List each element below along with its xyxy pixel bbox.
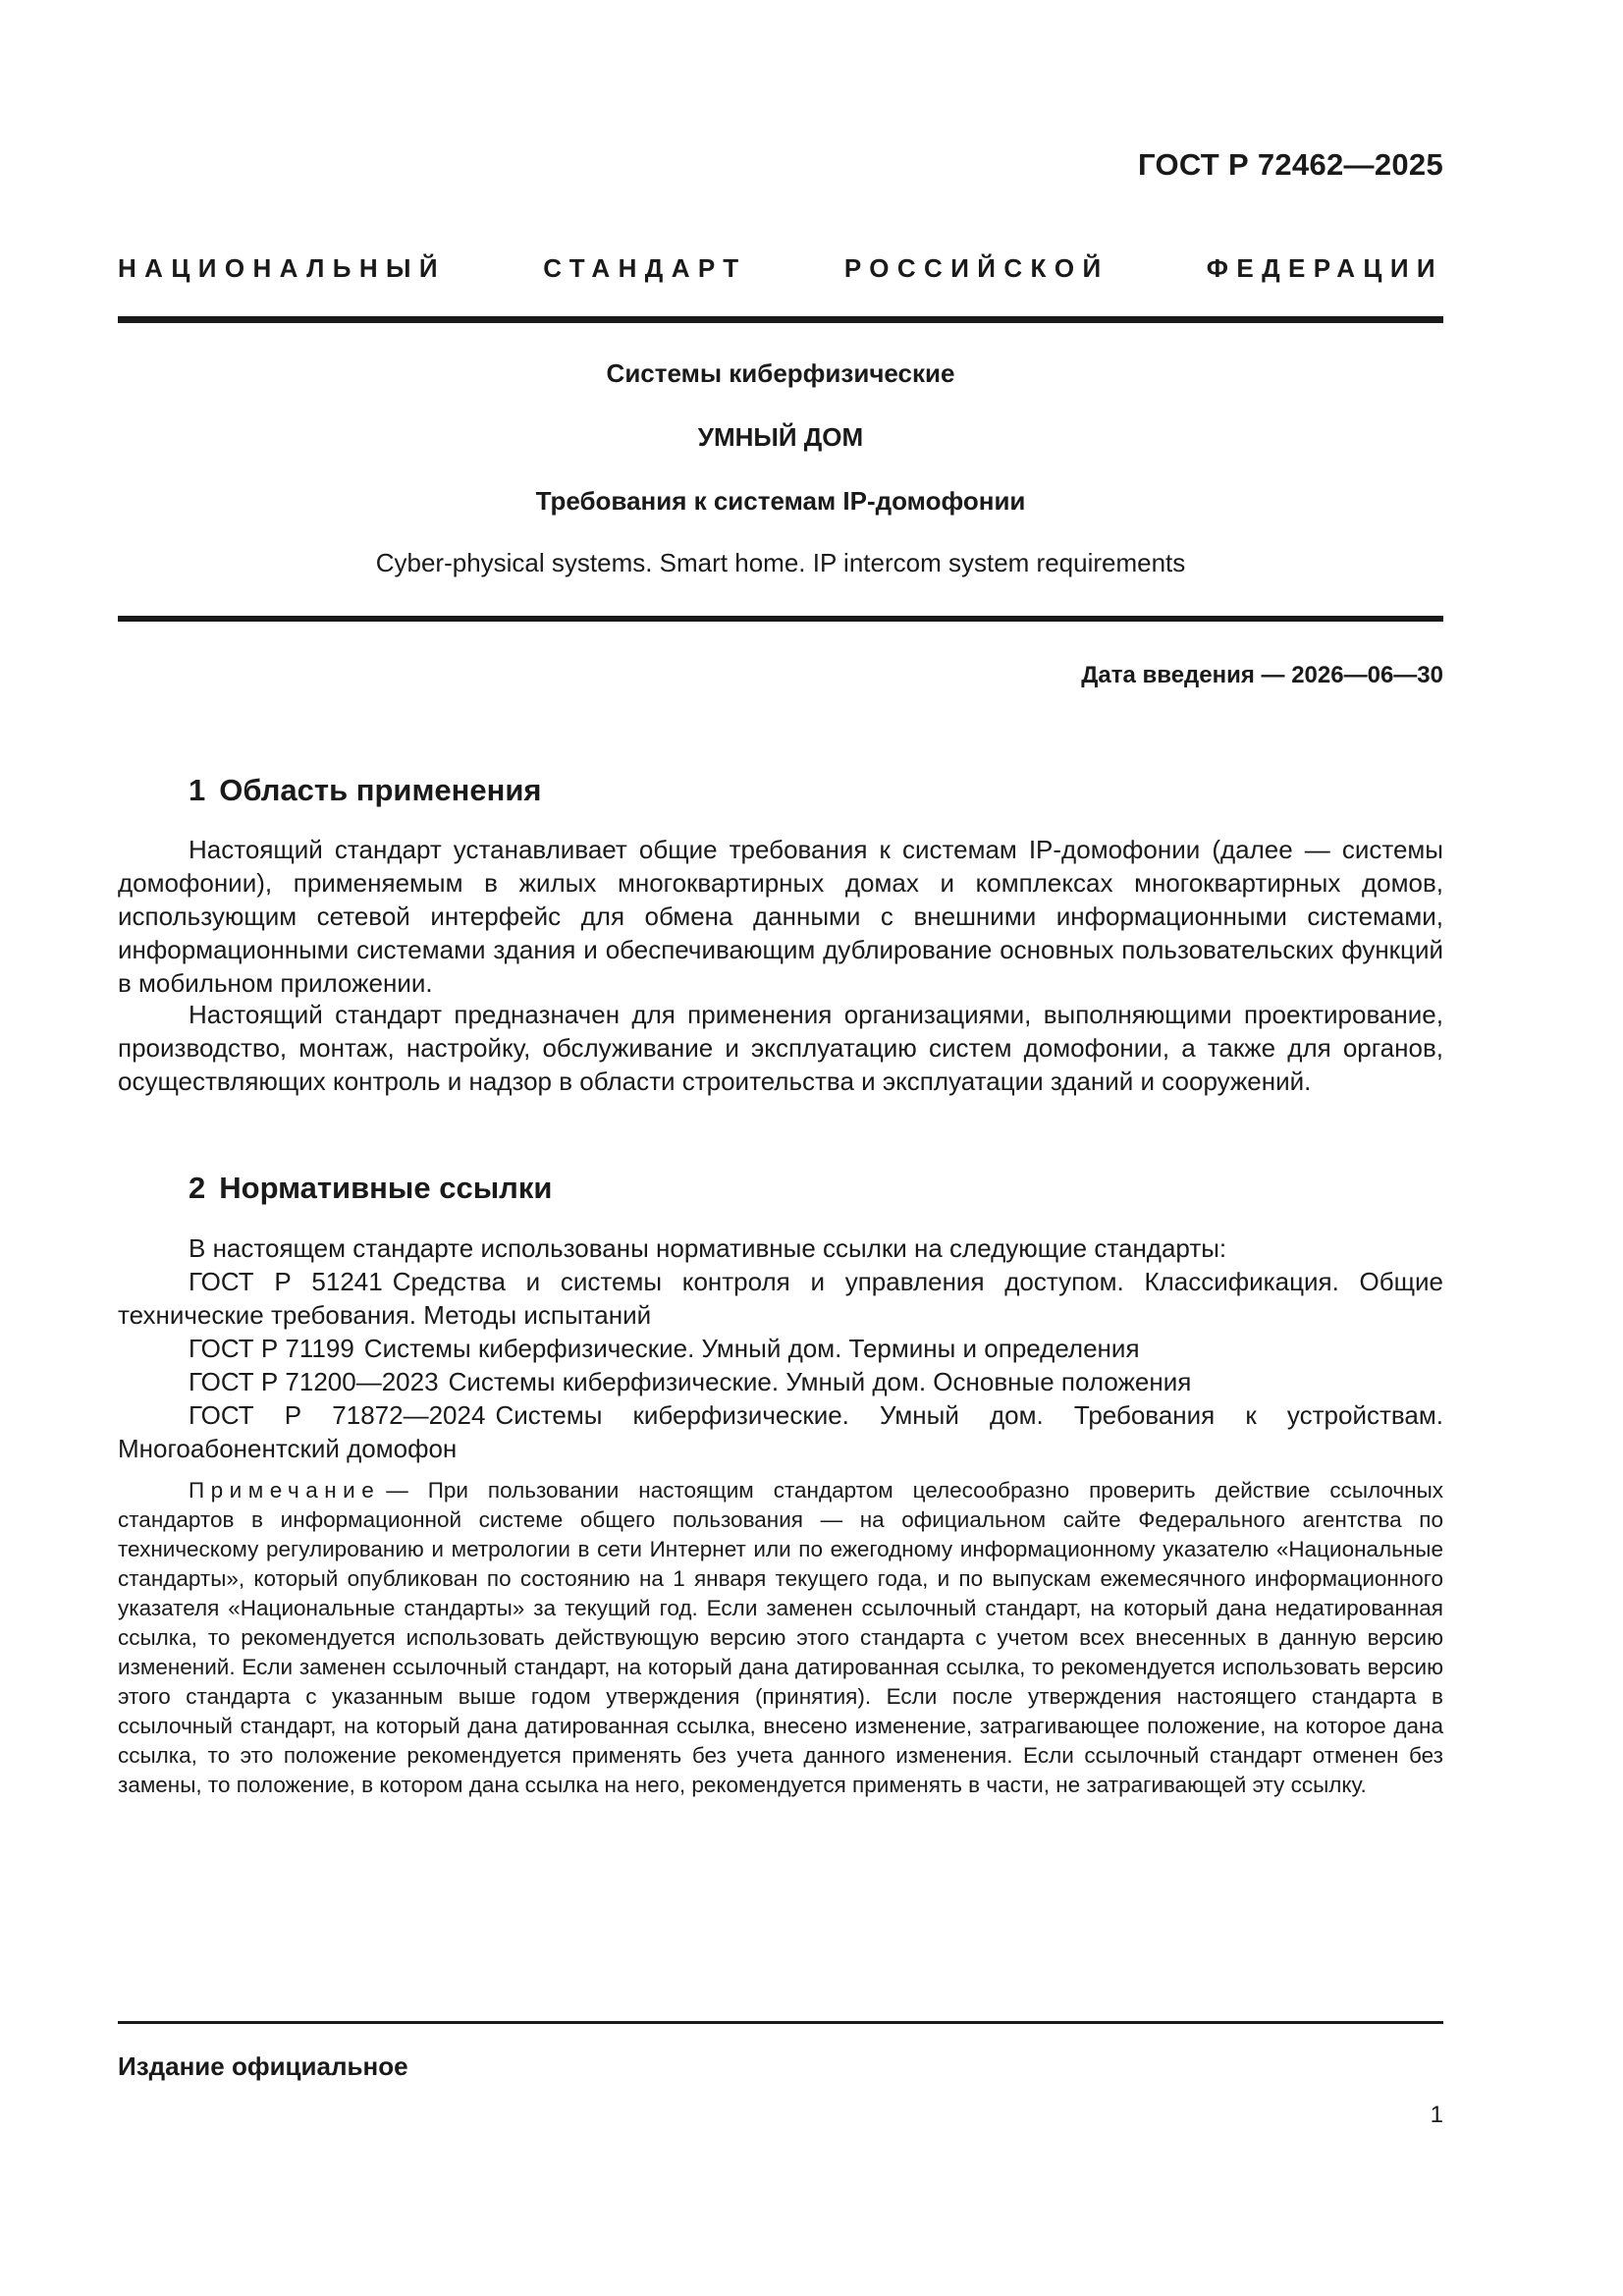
reference-code: ГОСТ Р 51241	[189, 1267, 383, 1296]
normative-reference	[118, 1265, 1443, 1332]
official-edition-label: Издание официальное	[118, 2051, 408, 2081]
normative-reference	[118, 1332, 1443, 1365]
footer-rule	[118, 2021, 1443, 2024]
reference-title: Системы киберфизические. Умный дом. Требования к устройствам. Многоабонентский домофон	[118, 1400, 1443, 1463]
section-2-number: 2	[189, 1171, 206, 1205]
section-1-paragraph-2: Настоящий стандарт предназначен для применения организациями, выполняющими проектирование, производство, монтаж, настройку, обслуживание и эксплуатацию систем домофонии, а также для органов, осуществляющих контроль и надзор в области строительства и эксплуатации зданий и сооружений.	[118, 1000, 1443, 1096]
document-code: ГОСТ Р 72462—2025	[1138, 147, 1443, 182]
reference-note	[118, 1476, 1443, 1800]
section-1-title: Область применения	[219, 773, 542, 807]
normative-reference	[118, 1398, 1443, 1465]
note-label: Примечание	[189, 1478, 381, 1503]
section-1-number: 1	[189, 773, 206, 807]
national-standard-banner: НАЦИОНАЛЬНЫЙ СТАНДАРТ РОССИЙСКОЙ ФЕДЕРАЦИИ	[118, 253, 1443, 283]
reference-title: Системы киберфизические. Умный дом. Термины и определения	[363, 1334, 1140, 1363]
title-line-1: Системы киберфизические	[606, 358, 955, 388]
page-number: 1	[1430, 2102, 1443, 2128]
section-1-heading	[189, 773, 542, 808]
title-line-2: УМНЫЙ ДОМ	[697, 422, 864, 452]
reference-code: ГОСТ Р 71872—2024	[189, 1400, 486, 1430]
reference-code: ГОСТ Р 71199	[189, 1334, 354, 1363]
normative-reference	[118, 1365, 1443, 1398]
section-2-heading	[189, 1171, 552, 1206]
reference-title: Системы киберфизические. Умный дом. Основные положения	[448, 1367, 1192, 1396]
section-2-title: Нормативные ссылки	[219, 1171, 553, 1205]
title-line-3: Требования к системам IP-домофонии	[535, 486, 1026, 516]
reference-title: Средства и системы контроля и управления доступом. Классификация. Общие технические требования. Методы испытаний	[118, 1267, 1444, 1330]
title-rule	[118, 616, 1443, 622]
section-2-intro: В настоящем стандарте использованы нормативные ссылки на следующие стандарты:	[189, 1233, 1227, 1263]
reference-code: ГОСТ Р 71200—2023	[189, 1367, 439, 1396]
effective-date: Дата введения — 2026—06—30	[1081, 662, 1443, 688]
header-rule	[118, 316, 1443, 323]
note-text: — При пользовании настоящим стандартом целесообразно проверить действие ссылочных стандартов в информационной системе общего пользования — на официальном сайте Федерального агентства по техническому регулированию и метрологии в сети Интернет или по ежегодному информационному указателю «Национальные стандарты», который опубликован по состоянию на 1 января текущего года, и по выпускам ежемесячного информационного указателя «Национальные стандарты» за текущий год. Если заменен ссылочный стандарт, на который дана недатированная ссылка, то рекомендуется использовать действующую версию этого стандарта с учетом всех внесенных в данную версию изменений. Если заменен ссылочный стандарт, на который дана датированная ссылка, то рекомендуется использовать версию этого стандарта с указанным выше годом утверждения (принятия). Если после утверждения настоящего стандарта в ссылочный стандарт, на который дана датированная ссылка, внесено изменение, затрагивающее положение, на которое дана ссылка, то это положение рекомендуется применять без учета данного изменения. Если ссылочный стандарт отменен без замены, то положение, в котором дана ссылка на него, рекомендуется применять в части, не затрагивающей эту ссылку.	[118, 1478, 1443, 1797]
english-title: Cyber-physical systems. Smart home. IP intercom system requirements	[375, 548, 1186, 577]
section-1-paragraph-1: Настоящий стандарт устанавливает общие требования к системам IP-домофонии (далее — системы домофонии), применяемым в жилых многоквартирных домах и комплексах многоквартирных домов, использующим сетевой интерфейс для обмена данными с внешними информационными системами, информационными системами здания и обеспечивающим дублирование основных пользовательских функций в мобильном приложении.	[118, 835, 1443, 998]
